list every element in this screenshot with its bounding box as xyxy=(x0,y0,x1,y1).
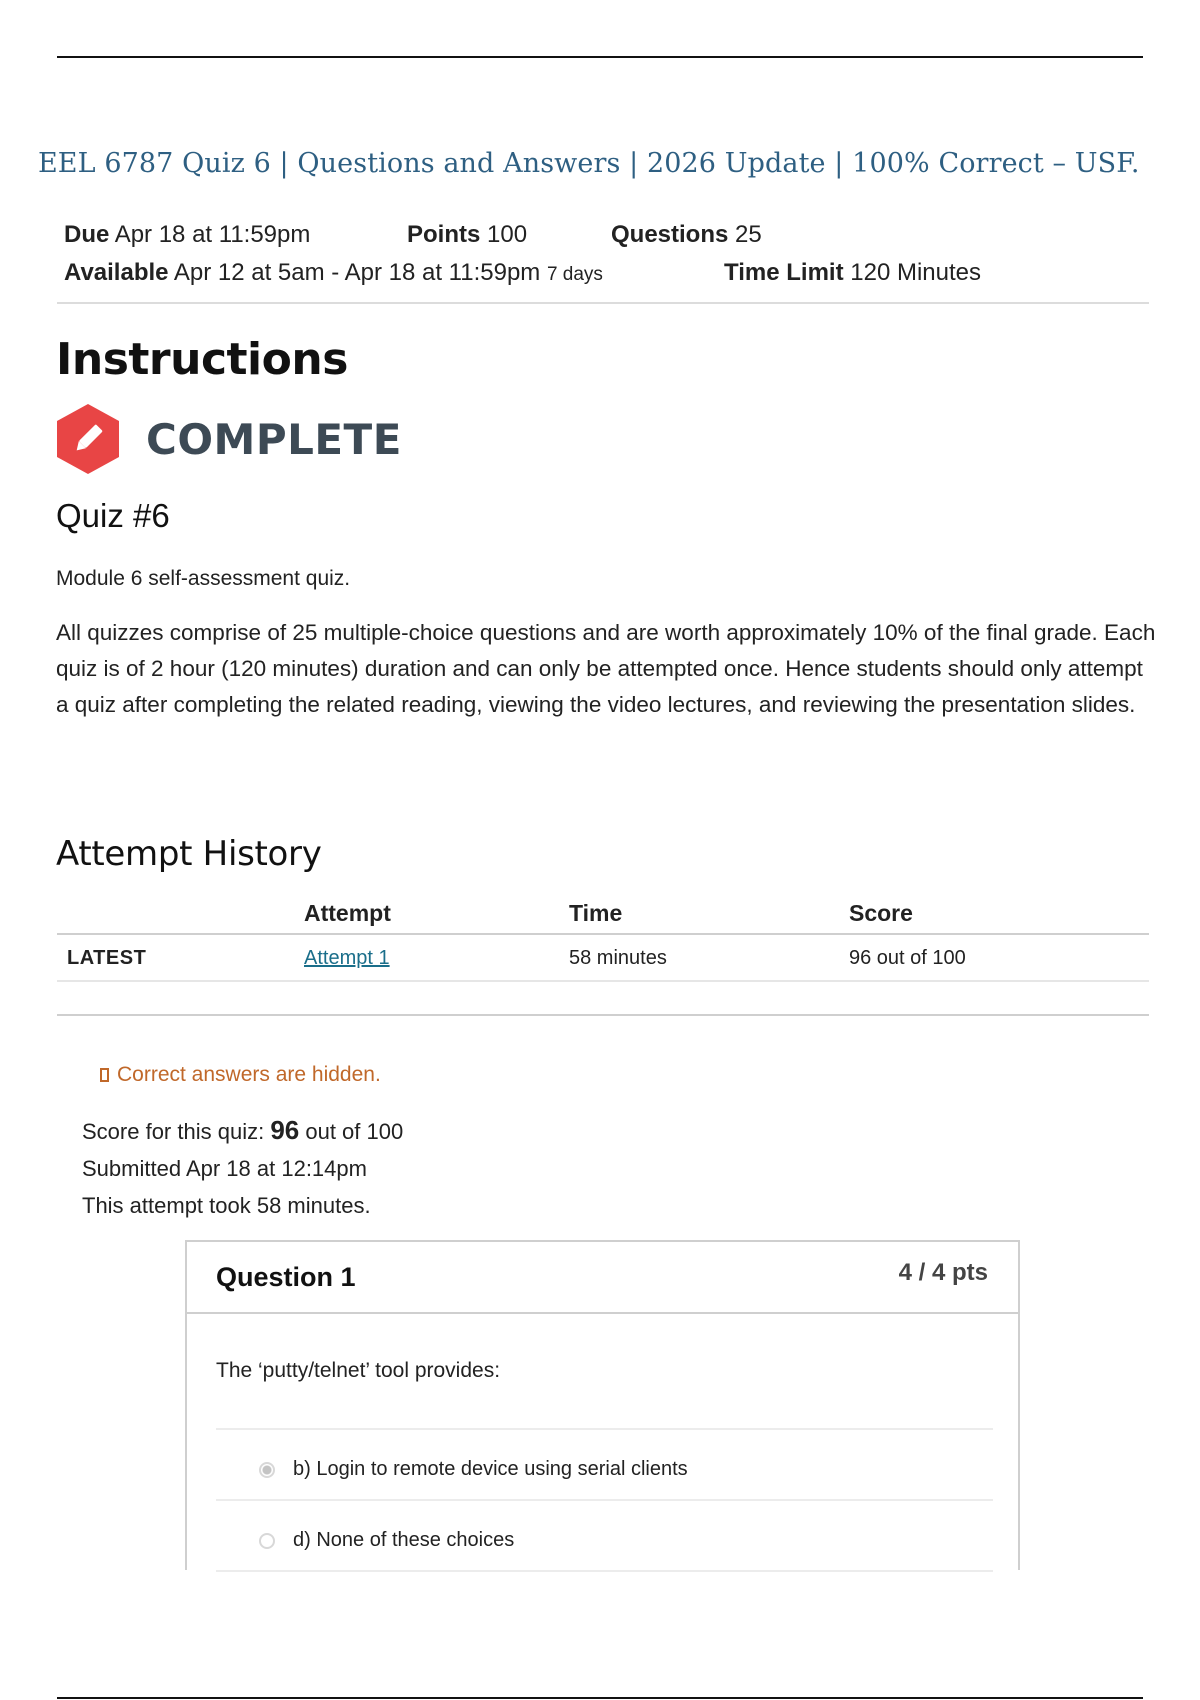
question-card xyxy=(185,1240,1020,1570)
table-row xyxy=(57,934,1149,981)
time-limit-value: 120 Minutes xyxy=(850,259,981,286)
available-days: 7 days xyxy=(546,264,603,285)
answer-option[interactable] xyxy=(259,1458,688,1481)
question-points: 4 / 4 pts xyxy=(898,1259,988,1286)
radio-icon[interactable] xyxy=(259,1533,275,1549)
attempt-history-heading: Attempt History xyxy=(56,834,322,874)
quiz-instructions-paragraph: All quizzes comprise of 25 multiple-choice questions and are worth approximately 10% of the final grade. Each quiz is of 2 hour (120 minutes) duration and can only be attempted once. Hence students should only attempt a quiz after completing the related reading, viewing the video lectures, and reviewing the presentation slides. xyxy=(56,620,1156,717)
answer-divider xyxy=(216,1499,993,1501)
latest-label: LATEST xyxy=(57,934,304,981)
answer-divider xyxy=(216,1570,993,1572)
points-label: Points xyxy=(407,221,481,248)
module-description: Module 6 self-assessment quiz. xyxy=(56,567,351,590)
answer-label: b) Login to remote device using serial clients xyxy=(293,1458,688,1480)
score-value: 96 xyxy=(270,1115,300,1145)
column-header-score: Score xyxy=(849,896,1149,934)
attempt-score: 96 out of 100 xyxy=(849,934,1149,981)
points-value: 100 xyxy=(487,221,528,248)
attempt-duration-text: This attempt took 58 minutes. xyxy=(82,1193,371,1218)
top-rule xyxy=(57,56,1143,58)
answer-option[interactable] xyxy=(259,1529,514,1552)
answer-label: d) None of these choices xyxy=(293,1529,515,1551)
column-header-blank xyxy=(57,896,304,934)
question-title: Question 1 xyxy=(216,1261,356,1292)
questions-value: 25 xyxy=(735,221,762,248)
hidden-answers-notice xyxy=(100,1063,381,1087)
bottom-rule xyxy=(57,1697,1143,1699)
column-header-attempt: Attempt xyxy=(304,896,569,934)
complete-label: COMPLETE xyxy=(146,414,402,464)
radio-selected-icon[interactable] xyxy=(259,1462,275,1478)
column-header-time: Time xyxy=(569,896,849,934)
question-header xyxy=(187,1242,1018,1314)
score-prefix: Score for this quiz: xyxy=(82,1119,271,1144)
available-value: Apr 12 at 5am - Apr 18 at 11:59pm xyxy=(173,259,541,286)
info-icon xyxy=(100,1068,109,1082)
submitted-text: Submitted Apr 18 at 12:14pm xyxy=(82,1156,367,1181)
attempt-time: 58 minutes xyxy=(569,934,849,981)
document-title: EEL 6787 Quiz 6 | Questions and Answers | 2026 Update | 100% Correct – USF. xyxy=(38,148,1140,179)
quiz-meta xyxy=(64,216,981,294)
complete-badge xyxy=(54,402,402,476)
attempt-1-link[interactable]: Attempt 1 xyxy=(304,947,390,969)
questions-label: Questions xyxy=(611,221,729,248)
table-header-row xyxy=(57,896,1149,934)
answer-divider xyxy=(216,1428,993,1430)
due-value: Apr 18 at 11:59pm xyxy=(114,221,311,248)
meta-divider xyxy=(57,302,1149,304)
instructions-heading: Instructions xyxy=(56,334,348,385)
score-suffix: out of 100 xyxy=(299,1119,404,1144)
attempt-history-table xyxy=(57,896,1149,982)
question-text: The ‘putty/telnet’ tool provides: xyxy=(216,1359,501,1382)
available-label: Available xyxy=(64,259,169,286)
due-label: Due xyxy=(64,221,110,248)
notice-text: Correct answers are hidden. xyxy=(117,1063,381,1086)
pencil-hexagon-icon xyxy=(54,402,122,476)
quiz-title: Quiz #6 xyxy=(56,497,170,534)
time-limit-label: Time Limit xyxy=(724,259,844,286)
history-divider xyxy=(57,1014,1149,1016)
score-summary xyxy=(82,1112,403,1224)
